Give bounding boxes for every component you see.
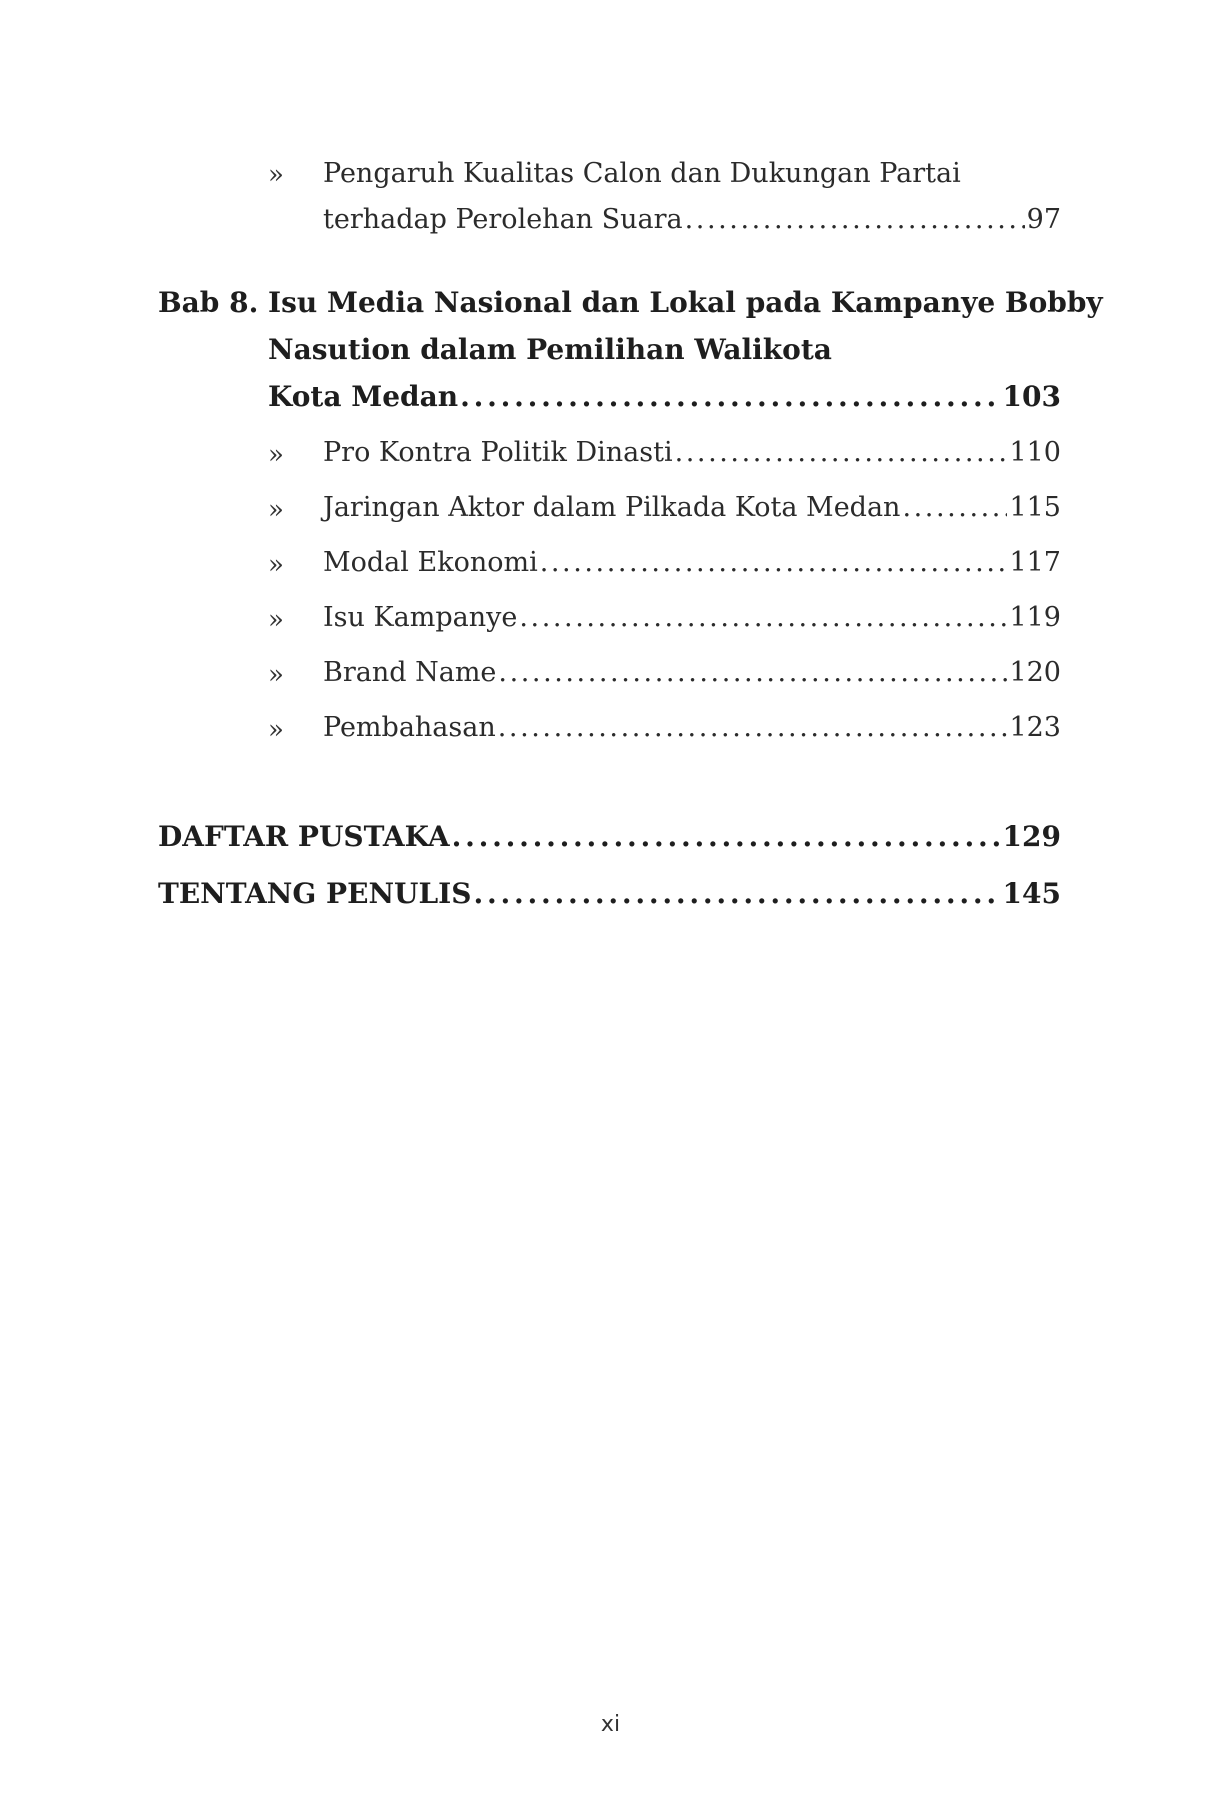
- bullet-chevron: »: [268, 605, 284, 635]
- chapter-title-line: Isu Media Nasional dan Lokal pada Kampanye Bobby: [268, 286, 1103, 319]
- toc-entry[interactable]: [323, 602, 1061, 633]
- toc-page-number: 119: [1009, 602, 1061, 633]
- toc-page-number: 115: [1009, 492, 1061, 523]
- back-matter-page-number: 145: [1002, 877, 1061, 910]
- dot-leader: [685, 204, 1025, 235]
- toc-page-number: 110: [1009, 437, 1061, 468]
- back-matter-entry[interactable]: [158, 820, 1061, 853]
- chapter-number: Bab 8.: [158, 286, 259, 319]
- back-matter-entry[interactable]: [158, 877, 1061, 910]
- dot-leader: [498, 657, 1007, 688]
- dot-leader: [675, 437, 1008, 468]
- toc-entry-label: Modal Ekonomi: [323, 547, 538, 578]
- toc-entry[interactable]: [323, 437, 1061, 468]
- back-matter-label: TENTANG PENULIS: [158, 877, 472, 910]
- toc-page-number: 117: [1009, 547, 1061, 578]
- toc-entry[interactable]: [323, 204, 1061, 235]
- dot-leader: [902, 492, 1007, 523]
- bullet-chevron: »: [268, 715, 284, 745]
- toc-entry-label: terhadap Perolehan Suara: [323, 204, 683, 235]
- dot-leader: [498, 712, 1008, 743]
- back-matter-page-number: 129: [1002, 820, 1061, 853]
- toc-page-number: 123: [1009, 712, 1061, 743]
- bullet-chevron: »: [268, 495, 284, 525]
- chapter-page-number: 103: [1002, 380, 1061, 413]
- dot-leader: [540, 547, 1008, 578]
- dot-leader: [460, 380, 1000, 413]
- toc-entry-label: Pengaruh Kualitas Calon dan Dukungan Partai: [323, 158, 961, 189]
- dot-leader: [519, 602, 1007, 633]
- bullet-chevron: »: [268, 160, 284, 190]
- dot-leader: [473, 877, 1000, 910]
- toc-entry-label: Brand Name: [323, 657, 497, 688]
- bullet-chevron: »: [268, 440, 284, 470]
- toc-entry-label: Pro Kontra Politik Dinasti: [323, 437, 673, 468]
- toc-page-number: 97: [1026, 204, 1061, 235]
- back-matter-label: DAFTAR PUSTAKA: [158, 820, 450, 853]
- bullet-chevron: »: [268, 550, 284, 580]
- page-number-footer: xi: [600, 1712, 621, 1737]
- toc-entry-label: Isu Kampanye: [323, 602, 518, 633]
- toc-page-number: 120: [1009, 657, 1061, 688]
- bullet-chevron: »: [268, 660, 284, 690]
- toc-entry[interactable]: [323, 657, 1061, 688]
- chapter-title-line: Nasution dalam Pemilihan Walikota: [268, 333, 832, 366]
- toc-entry-label: Jaringan Aktor dalam Pilkada Kota Medan: [323, 492, 901, 523]
- dot-leader: [452, 820, 1001, 853]
- toc-entry[interactable]: [323, 547, 1061, 578]
- toc-entry[interactable]: [323, 492, 1061, 523]
- chapter-entry[interactable]: [268, 380, 1061, 413]
- toc-entry-label: Pembahasan: [323, 712, 496, 743]
- toc-entry[interactable]: [323, 712, 1061, 743]
- chapter-title-line: Kota Medan: [268, 380, 459, 413]
